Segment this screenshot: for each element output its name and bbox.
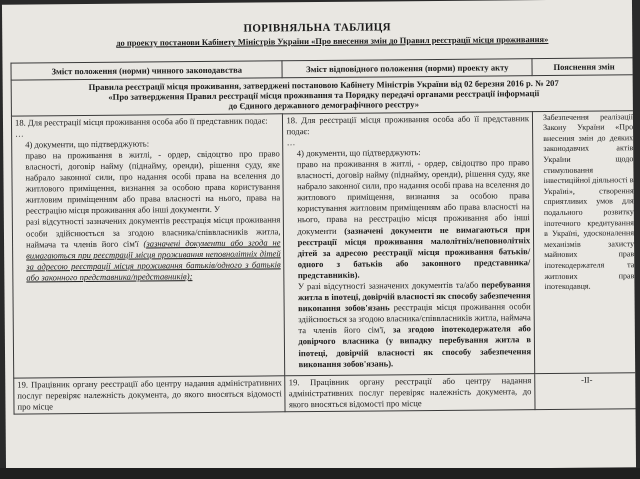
draft-act-cell [283,111,535,375]
header-explanation: Пояснення змін [532,58,636,76]
table-row [14,372,636,414]
para-absence [16,215,281,284]
explanation-cell: -ІІ- [535,372,636,409]
para-absence-bold-1: перебування житла в іпотеці, довірчій власності як способу забезпечення виконання зобов'язань [297,279,531,314]
ellipsis: … [15,128,24,139]
banner-line-3: до Єдиного державного демографічного реєстру» [228,99,420,112]
doc-title: ПОРІВНЯЛЬНА ТАБЛИЦЯ [243,21,391,35]
current-law-cell [11,113,285,377]
para-absence-bold-2: за згодою іпотекодержателя або довірчого власника (у випадку перебування житла в іпотеці, довірчій власності як способу забезпечення виконання зобов'язань). [298,323,532,369]
header-draft-act: Зміст відповідного положення (норми) проекту акту [282,59,532,78]
para-rights [287,157,531,281]
banner-line-1: Правила реєстрації місця проживання, затверджені постановою Кабінету Міністрів України від 02 березня 2016 р. № 207 [88,77,559,93]
current-law-cell: 19. Працівник органу реєстрації або центру надання адміністративних послуг перевіряє належність документа, до якого вносяться відомості про місце [14,375,286,414]
header-current-law: Зміст положення (норми) чинного законодавства [11,61,283,80]
banner-line-2: «Про затвердження Правил реєстрації місця проживання та Порядку передачі органами реєстрації інформації [108,88,540,103]
para-absence [288,279,531,370]
banner-row [11,75,636,116]
para-rights-text: право на проживання в житлі, - ордер, свідоцтво про право власності, договір найму (піднайму, оренди), рішення суду, яке набрало законної сили, про надання особі права на вселення до житлового приміщення, визнання за особою права користування житловим приміщенням або права власності на нього, права на реєстрацію місця проживання або інші документи [296,157,530,236]
para-intro: 18. Для реєстрації місця проживання особа або її представник подає: [14,115,268,128]
explanation-cell: Забезпечення реалізації Закону України «Про внесення змін до деяких законодавчих актів України щодо стимулювання інвестиційної діяльності в Україні», створення сприятливих умов для подального розвитку іпотечного кредитування в Україні, удосконалення механізмів захисту майнових прав іпотекодержателя та житлових прав іпотекодавця. [532,110,636,373]
desk-edge [0,468,640,479]
ellipsis: … [286,137,296,148]
para-absence-text: разі відсутності зазначених документів реєстрація місця проживання особи здійснюється за згодою власника/співвласників житла, наймача та членів його сім'ї [25,214,281,250]
regulation-banner [11,75,636,116]
para-absence-text-a: У разі відсутності зазначених документів та/або [297,279,479,292]
doc-subtitle: до проекту постанови Кабінету Міністрів України «Про внесення змін до Правил реєстрації місця проживання» [116,33,549,48]
para-rights: право на проживання в житлі, - ордер, свідоцтво про право власності, договір найму (піднайму, оренди), рішення суду, яке набрало законної сили, про надання особі права на вселення до житлового приміщення, визнання за особою права користування житловим приміщенням або права власності на нього, права на реєстрацію місця проживання або інші документи. У [25,148,281,216]
para-absence-text-b: реєстрація місця проживання особи здійснюється за згодою власника/співвласників житла, наймача та членів його сім'ї, [298,301,531,336]
draft-act-cell: 19. Працівник органу реєстрації або центру надання адміністративних послуг перевіряє належність документа, до якого вносяться відомості про місце [285,373,535,411]
comparison-table [10,57,636,414]
para-rights-bold: (зазначені документи не вимагаються при реєстрації місця проживання малолітніх/неповнолітніх дітей за адресою реєстрації місця проживання батьків/одного з батьків або законного представника/представників). [297,223,531,281]
para-absence-italic: (зазначені документи або згода не вимагаються при реєстрації місця проживання неповнолітніх дітей за адресою реєстрації місця проживання батьків/одного з батьків або законного представника/представників); [26,236,281,283]
para-documents: 4) документи, що підтверджують: [25,138,150,150]
document-page [2,0,636,473]
para-intro: 18. Для реєстрації місця проживання особа або її представник подає: [286,112,530,136]
para-documents: 4) документи, що підтверджують: [296,147,421,159]
table-row [11,110,636,377]
